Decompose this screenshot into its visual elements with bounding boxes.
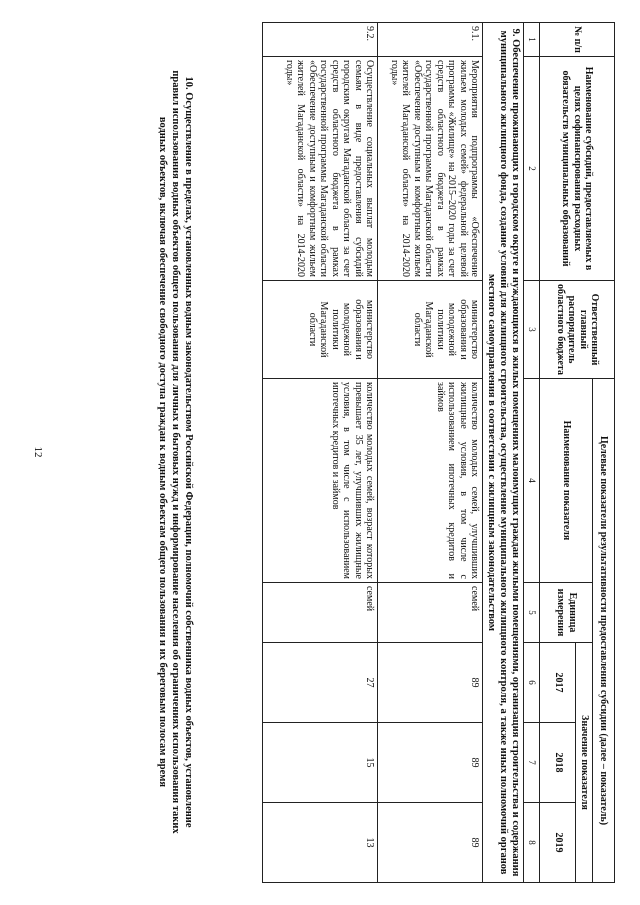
header-year-2019: 2019	[540, 803, 576, 883]
section-9-row	[483, 23, 524, 883]
section-10-heading: 10. Осуществление в пределах, установленных водным законодательством Российской Федерации, полномочий собственника водных объектов, установление правил использования водных объектов общего пользования для личных и бытовых нужд и информирование населения об ограничениях использования таких водных объектов, включая обеспечение свободного доступа граждан к водным объектам общего пользования и их береговым полосам время	[156, 70, 194, 834]
column-number: 7	[524, 723, 540, 803]
row-value-2017: 89	[378, 643, 483, 723]
page-number: 12	[32, 446, 44, 458]
header-responsible: Ответственный главный распорядитель областного бюджета	[540, 281, 615, 379]
header-unit: Единица измерения	[540, 583, 593, 643]
column-number: 3	[524, 281, 540, 379]
subsidy-table	[262, 22, 615, 883]
rotated-page-content	[25, 22, 615, 882]
header-number: № п/п	[540, 23, 615, 57]
row-unit: семей	[263, 583, 378, 643]
column-number: 5	[524, 583, 540, 643]
row-indicator: количество молодых семей, возраст которых превышает 35 лет, улучшивших жилищные условия, в том числе с использованием ипотечных кредитов и займов	[263, 379, 378, 583]
header-year-2017: 2017	[540, 643, 576, 723]
row-value-2017: 27	[263, 643, 378, 723]
header-year-2018: 2018	[540, 723, 576, 803]
header-row-top	[593, 23, 615, 883]
row-value-2019: 13	[263, 803, 378, 883]
column-number: 2	[524, 57, 540, 281]
header-indicator-name: Наименование показателя	[540, 379, 593, 583]
row-value-2018: 15	[263, 723, 378, 803]
row-indicator: количество молодых семей, улучшивших жилищные условия, в том числе с использованием ипотечных кредитов и займов	[378, 379, 483, 583]
row-value-2018: 89	[378, 723, 483, 803]
row-unit: семей	[378, 583, 483, 643]
row-subsidy-name: Осуществление социальных выплат молодым семьям в виде предоставления субсидий городским округам Магаданской области за счет средств областного бюджета в рамках государственной программы Магаданской области «Обеспечение доступным и комфортным жильем жителей Магаданской области» на 2014-2020 годы»	[263, 57, 378, 281]
column-number: 4	[524, 379, 540, 583]
table-row	[263, 23, 378, 883]
column-number: 1	[524, 23, 540, 57]
column-number-row	[524, 23, 540, 883]
row-value-2019: 89	[378, 803, 483, 883]
header-values-group: Значение показателя	[576, 643, 593, 883]
section-9-heading: 9. Обеспечение проживающих в городском округе и нуждающихся в жилых помещениях малоимущих граждан жилыми помещениями, организация строительства и содержания муниципального жилищного фонда, создание условий для жилищного строительства, осуществление муниципального жилищного контроля, а также иных полномочий органов местного самоуправления в соответствии с жилищным законодательством	[483, 23, 524, 883]
table-row	[378, 23, 483, 883]
row-responsible: министерство образования и молодежной политики Магаданской области	[378, 281, 483, 379]
column-number: 8	[524, 803, 540, 883]
row-subsidy-name: Мероприятия подпрограммы «Обеспечение жильем молодых семей» федеральной целевой программы «Жилище» на 2015–2020 годы за счет средств областного бюджета в рамках государственной программы Магаданской области «Обеспечение доступным и комфортным жильем жителей Магаданской области» на 2014-2020 годы»	[378, 57, 483, 281]
column-number: 6	[524, 643, 540, 723]
row-number: 9.1.	[378, 23, 483, 57]
row-responsible: министерство образования и молодежной политики Магаданской области	[263, 281, 378, 379]
row-number: 9.2.	[263, 23, 378, 57]
header-subsidy-name: Наименование субсидий, предоставляемых в целях софинансирования расходных обязательств муниципальных образований	[540, 57, 615, 281]
header-targets-group: Целевые показатели результативности предоставления субсидии (далее – показатель)	[593, 379, 615, 883]
